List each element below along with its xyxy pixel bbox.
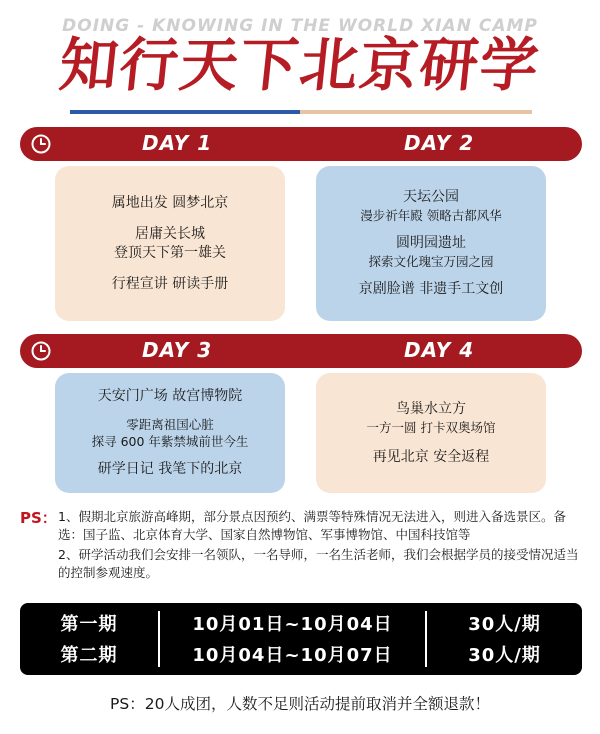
note-item: 1、假期北京旅游高峰期，部分景点因预约、满票等特殊情况无法进入，则进入备选景区。备选：国子监、北京体育大学、国家自然博物馆、军事博物馆、中国科技馆等 xyxy=(58,509,566,542)
day-1-label: DAY 1 xyxy=(142,131,213,155)
title-underline-blue xyxy=(70,110,300,114)
schedule-period: 第二期 xyxy=(60,645,118,666)
notes-label: PS： xyxy=(20,509,57,527)
day-4-card xyxy=(316,373,546,493)
schedule-row xyxy=(20,641,582,671)
schedule-row xyxy=(20,610,582,640)
schedule-table xyxy=(20,603,582,675)
day-4-line: 一方一圆 打卡双奥场馆 xyxy=(366,419,496,435)
day-bar-3-4 xyxy=(20,334,582,368)
day-1-line: 登顶天下第一雄关 xyxy=(114,244,226,261)
day-3-line: 探寻 600 年紫禁城前世今生 xyxy=(91,434,249,449)
day-1-card xyxy=(55,166,285,321)
schedule-period: 第一期 xyxy=(60,614,118,635)
day-3-line: 天安门广场 故宫博物院 xyxy=(97,388,243,404)
day-2-line: 京剧脸谱 非遗手工文创 xyxy=(358,281,504,297)
day-2-line: 漫步祈年殿 领略古都风华 xyxy=(360,208,502,223)
day-1-line: 属地出发 圆梦北京 xyxy=(111,194,229,211)
day-4-line: 再见北京 安全返程 xyxy=(372,448,490,465)
schedule-dates: 10月01日~10月04日 xyxy=(192,614,393,635)
note-item: 2、研学活动我们会安排一名领队，一名导师，一名生活老师，我们会根据学员的接受情况适当的控制参观速度。 xyxy=(58,547,579,580)
day-2-line: 探索文化瑰宝万园之园 xyxy=(368,254,494,269)
day-3-label: DAY 3 xyxy=(142,338,213,362)
day-3-line: 零距离祖国心脏 xyxy=(126,417,214,432)
day-4-label: DAY 4 xyxy=(404,338,475,362)
footer-note: PS：20人成团，人数不足则活动提前取消并全额退款！ xyxy=(110,695,490,713)
page-title: 知行天下北京研学 xyxy=(56,31,544,99)
schedule-capacity: 30人/期 xyxy=(468,645,541,666)
day-1-line: 居庸关长城 xyxy=(135,225,205,242)
day-bar-1-2 xyxy=(20,127,582,161)
day-2-line: 圆明园遗址 xyxy=(396,235,466,251)
clock-icon xyxy=(24,127,58,161)
english-subtitle: DOING - KNOWING IN THE WORLD XIAN CAMP xyxy=(62,16,538,36)
day-2-card xyxy=(316,166,546,321)
day-1-line: 行程宣讲 研读手册 xyxy=(111,275,229,292)
title-underline-peach xyxy=(300,110,532,114)
day-3-line: 研学日记 我笔下的北京 xyxy=(97,461,243,477)
schedule-dates: 10月04日~10月07日 xyxy=(192,645,393,666)
clock-icon xyxy=(24,334,58,368)
day-2-label: DAY 2 xyxy=(404,131,475,155)
day-3-card xyxy=(55,373,285,493)
day-2-line: 天坛公园 xyxy=(403,189,459,205)
day-4-line: 鸟巢水立方 xyxy=(396,400,466,417)
schedule-capacity: 30人/期 xyxy=(468,614,541,635)
